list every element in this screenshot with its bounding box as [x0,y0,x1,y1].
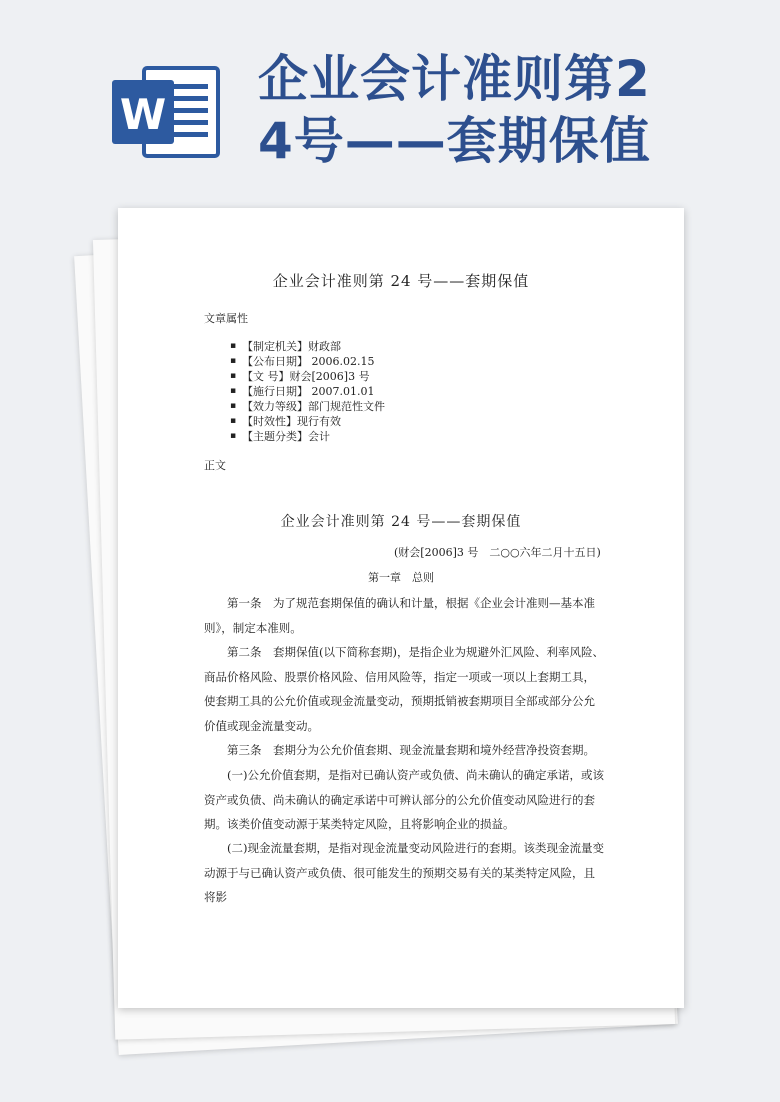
property-item: ▪ 【施行日期】 2007.01.01 [230,384,385,399]
paragraph: 第一条 为了规范套期保值的确认和计量，根据《企业会计准则—基本准则》，制定本准则。 [204,596,595,635]
properties-label: 文章属性 [204,312,248,325]
property-item: ▪ 【效力等级】部门规范性文件 [230,399,385,414]
svg-text:W: W [119,90,167,139]
body-label: 正文 [204,459,226,472]
chapter-heading: 第一章 总则 [368,571,434,584]
properties-list [230,339,385,444]
paragraph: (二)现金流量套期，是指对现金流量变动风险进行的套期。该类现金流量变动源于与已确认资产或负债、很可能发生的预期交易有关的某类特定风险，且将影 [204,841,604,904]
property-item: ▪ 【制定机关】财政部 [230,339,385,354]
property-item: ▪ 【主题分类】会计 [230,429,385,444]
header-title-line-2: 4号——套期保值 [258,112,651,170]
paragraph: 第三条 套期分为公允价值套期、现金流量套期和境外经营净投资套期。 [227,743,595,757]
header-title-line-1: 企业会计准则第2 [258,50,651,108]
paragraph: 第二条 套期保值(以下简称套期)，是指企业为规避外汇风险、利率风险、商品价格风险、股票价格风险、信用风险等，指定一项或一项以上套期工具，使套期工具的公允价值或现金流量变动，预期抵销被套期项目全部或部分公允价值或现金流量变动。 [204,645,604,733]
header-title [258,48,678,172]
property-item: ▪ 【文 号】财会[2006]3 号 [230,369,385,384]
document-number: (财会[2006]3 号 二○○六年二月十五日) [394,546,601,559]
property-item: ▪ 【公布日期】 2006.02.15 [230,354,385,369]
document-title: 企业会计准则第 24 号——套期保值 [272,272,530,290]
document-page [118,208,684,1008]
document-sub-title: 企业会计准则第 24 号——套期保值 [280,514,522,530]
paragraph: (一)公允价值套期，是指对已确认资产或负债、尚未确认的确定承诺，或该资产或负债、尚未确认的确定承诺中可辨认部分的公允价值变动风险进行的套期。该类价值变动源于某类特定风险，且将影响企业的损益。 [204,768,604,831]
property-item: ▪ 【时效性】现行有效 [230,414,385,429]
word-document-icon [110,62,222,162]
